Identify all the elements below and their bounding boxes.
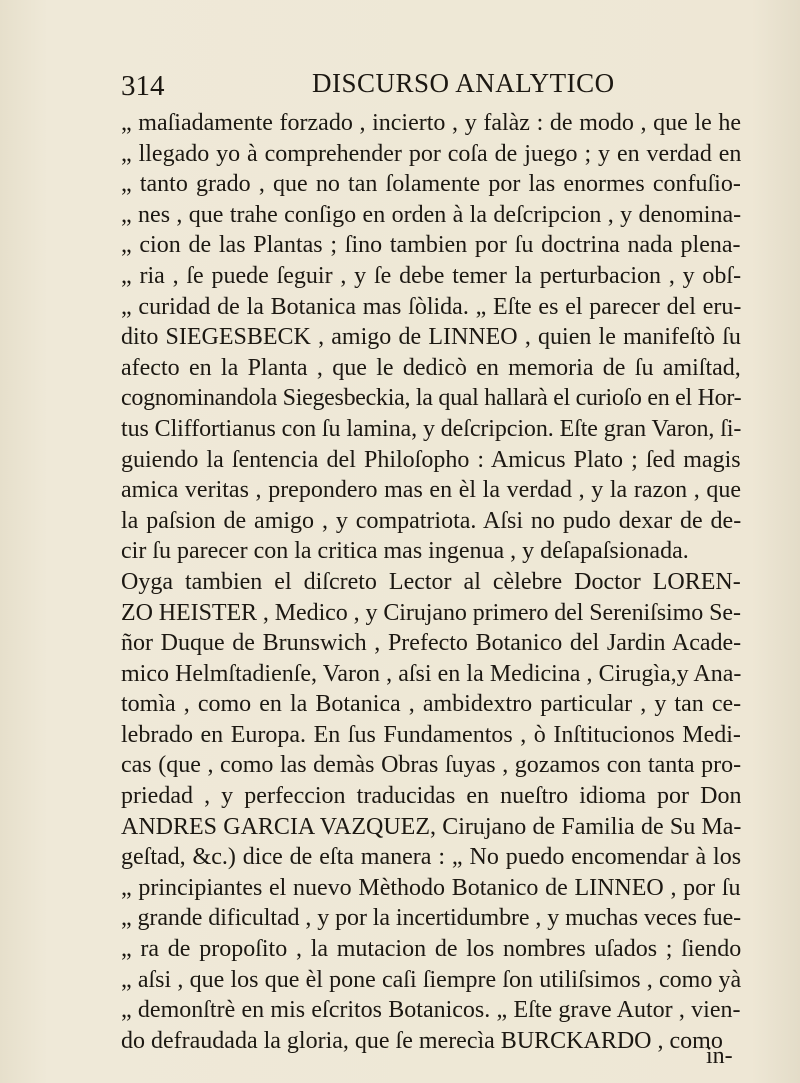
text-line: tomìa , como en la Botanica , ambidextro particular , y tan ce-	[121, 691, 741, 718]
text-line: „ demonſtrè en mis eſcritos Botanicos. „ Eſte grave Autor , vien-	[121, 997, 741, 1024]
text-line: „ tanto grado , que no tan ſolamente por las enormes confuſio-	[121, 171, 741, 198]
text-line: „ ra de propoſito , la mutacion de los nombres uſados ; ſiendo	[121, 936, 741, 963]
text-line: amica veritas , prepondero mas en èl la verdad , y la razon , que	[121, 477, 741, 504]
text-line: ñor Duque de Brunswich , Prefecto Botanico del Jardin Acade-	[121, 630, 741, 657]
running-head: DISCURSO ANALYTICO	[312, 68, 615, 98]
text-line: ZO HEISTER , Medico , y Cirujano primero del Sereniſsimo Se-	[121, 599, 741, 626]
text-line: la paſsion de amigo , y compatriota. Aſsi no pudo dexar de de-	[121, 507, 741, 534]
text-line: „ ria , ſe puede ſeguir , y ſe debe temer la perturbacion , y obſ-	[121, 262, 741, 289]
text-line: tus Cliffortianus con ſu lamina, y deſcripcion. Eſte gran Varon, ſi-	[121, 415, 741, 442]
text-line: „ maſiadamente forzado , incierto , y falàz : de modo , que le he	[121, 110, 741, 136]
page-number: 314	[121, 70, 165, 102]
text-line: afecto en la Planta , que le dedicò en memoria de ſu amiſtad,	[121, 354, 741, 381]
text-line: dito SIEGESBECK , amigo de LINNEO , quien le manifeſtò ſu	[121, 324, 741, 351]
text-line: cognominandola Siegesbeckia, la qual hallarà el curioſo en el Hor-	[121, 385, 741, 412]
text-line: „ grande dificultad , y por la incertidumbre , y muchas veces fue-	[121, 905, 741, 932]
text-line: „ curidad de la Botanica mas ſòlida. „ Eſte es el parecer del eru-	[121, 293, 741, 320]
text-line: „ aſsi , que los que èl pone caſi ſiempre ſon utiliſsimos , como yà	[121, 966, 741, 993]
text-line: „ nes , que trahe conſigo en orden à la deſcripcion , y denomina-	[121, 201, 741, 228]
text-line: „ principiantes el nuevo Mèthodo Botanico de LINNEO , por ſu	[121, 874, 741, 901]
text-line: guiendo la ſentencia del Philoſopho : Amicus Plato ; ſed magis	[121, 446, 741, 473]
text-line: cir ſu parecer con la critica mas ingenua , y deſapaſsionada.	[121, 538, 689, 565]
catchword: in-	[706, 1043, 733, 1069]
text-line: do defraudada la gloria, que ſe merecìa BURCKARDO , como	[121, 1027, 723, 1054]
text-line: „ llegado yo à comprehender por coſa de juego ; y en verdad en	[121, 140, 741, 167]
text-line: priedad , y perfeccion traducidas en nueſtro idioma por Don	[121, 783, 741, 810]
text-line: mico Helmſtadienſe, Varon , aſsi en la Medicina , Cirugìa,y Ana-	[121, 660, 741, 687]
text-line: geſtad, &c.) dice de eſta manera : „ No puedo encomendar à los	[121, 844, 741, 871]
page-header	[0, 0, 800, 100]
body-text	[121, 108, 741, 1056]
text-line: „ cion de las Plantas ; ſino tambien por ſu doctrina nada plena-	[121, 232, 741, 259]
text-line: cas (que , como las demàs Obras ſuyas , gozamos con tanta pro-	[121, 752, 741, 779]
text-line: Oyga tambien el diſcreto Lector al cèlebre Doctor LOREN-	[121, 568, 741, 595]
text-line: lebrado en Europa. En ſus Fundamentos , ò Inſtitucionos Medi-	[121, 721, 741, 748]
text-line: ANDRES GARCIA VAZQUEZ, Cirujano de Familia de Su Ma-	[121, 813, 741, 840]
